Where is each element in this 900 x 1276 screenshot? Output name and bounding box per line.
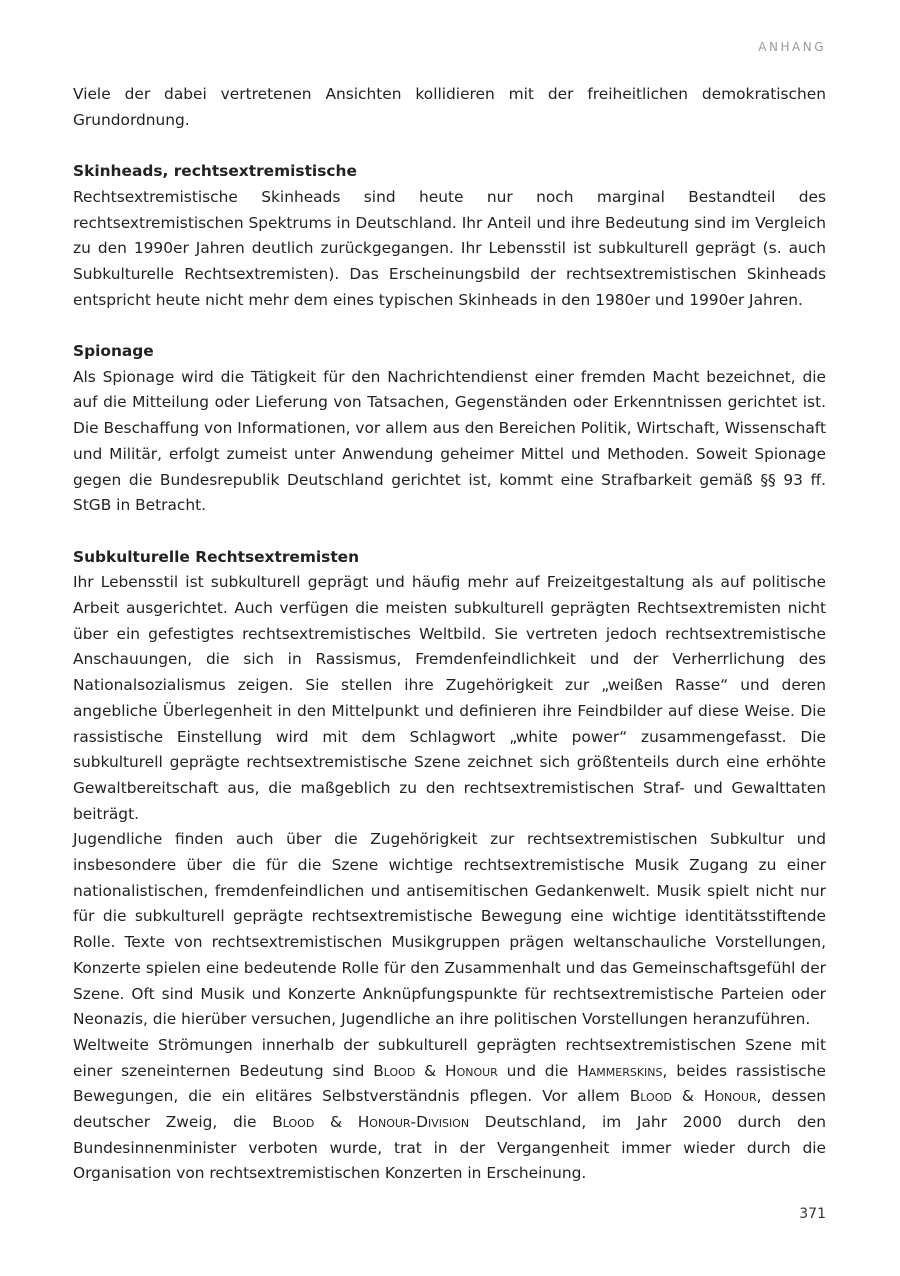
spacer bbox=[73, 519, 826, 545]
entry-paragraph: Als Spionage wird die Tätigkeit für den Nachrichtendienst einer fremden Macht bezeichnet, die auf die Mitteilung oder Lieferung von Tatsachen, Gegenständen oder Erkenntnissen gerichtet ist. Die Beschaffung von Informationen, vor allem aus den Bereichen Politik, Wirtschaft, Wissenschaft und Militär, erfolgt zumeist unter Anwendung geheimer Mittel und Methoden. Soweit Spionage gegen die Bundesrepublik Deutschland gerichtet ist, kommt eine Strafbarkeit gemäß §§ 93 ff. StGB in Betracht. bbox=[73, 367, 826, 515]
entry-heading-skinheads: Skinheads, rechtsextremistische bbox=[73, 162, 357, 181]
page-body bbox=[73, 82, 826, 1187]
spacer bbox=[73, 313, 826, 339]
entry-paragraph: Rechtsextremistische Skinheads sind heute nur noch marginal Bestandteil des rechtsextremistischen Spektrums in Deutschland. Ihr Anteil und ihre Bedeutung sind im Vergleich zu den 1990er Jahren deutlich zurückgegangen. Ihr Lebensstil ist subkulturell geprägt (s. auch Subkulturelle Rechtsextremisten). Das Erscheinungsbild der rechtsextremistischen Skinheads entspricht heute nicht mehr dem eines typischen Skinheads in den 1980er und 1990er Jahren. bbox=[73, 187, 826, 309]
text-run: , dessen deutscher Zweig, die bbox=[73, 1087, 827, 1132]
text-run: Deutschland, im Jahr 2000 durch den Bundesinnenminister verboten wurde, trat in der Vergangenheit immer wieder durch die Organisation von rechtsextremistischen Konzerten in Erscheinung. bbox=[73, 1113, 826, 1183]
entry-heading-subkulturelle: Subkulturelle Rechtsextremisten bbox=[73, 547, 360, 566]
text-run: und die bbox=[497, 1061, 578, 1080]
entry-paragraph: Ihr Lebensstil ist subkulturell geprägt und häufig mehr auf Freizeitgestaltung als auf politische Arbeit ausgerichtet. Auch verfügen die meisten subkulturell geprägten Rechtsextremisten nicht über ein gefestigtes rechtsextremistisches Weltbild. Sie vertreten jedoch rechtsextremistische Anschauungen, die sich in Rassismus, Fremdenfeindlichkeit und der Verherrlichung des Nationalsozialismus zeigen. Sie stellen ihre Zugehörigkeit zur „weißen Rasse“ und deren angebliche Überlegenheit in den Mittelpunkt und definieren ihre Feindbilder auf diese Weise. Die rassistische Einstellung wird mit dem Schlagwort „white power“ zusammengefasst. Die subkulturell geprägte rechtsextremistische Szene zeichnet sich größtenteils durch eine erhöhte Gewaltbereitschaft aus, die maßgeblich zu den rechtsextremistischen Straf- und Gewalttaten beiträgt. bbox=[73, 573, 826, 823]
text-run: , beides rassistische Bewegungen, die ein elitäres Selbstverständnis pflegen. Vor allem bbox=[73, 1061, 826, 1106]
organization-name: Blood & Honour bbox=[373, 1061, 498, 1080]
entry-paragraph-last bbox=[73, 1033, 826, 1187]
intro-paragraph: Viele der dabei vertretenen Ansichten kollidieren mit der freiheitlichen demokratischen Grundordnung. bbox=[73, 85, 826, 129]
entry-paragraph: Jugendliche finden auch über die Zugehörigkeit zur rechtsextremistischen Subkultur und insbesondere über die für die Szene wichtige rechtsextremistische Musik Zugang zu einer nationalistischen, fremdenfeindlichen und antisemitischen Gedankenwelt. Musik spielt nicht nur für die subkulturell geprägte rechtsextremistische Bewegung eine wichtige identitätsstiftende Rolle. Texte von rechtsextremistischen Musikgruppen prägen weltanschauliche Vorstellungen, Konzerte spielen eine bedeutende Rolle für den Zusammenhalt und das Gemeinschaftsgefühl der Szene. Oft sind Musik und Konzerte Anknüpfungspunkte für rechtsextremistische Parteien oder Neonazis, die hierüber versuchen, Jugendliche an ihre politischen Vorstellungen heranzuführen. bbox=[73, 830, 826, 1029]
organization-name: Hammerskins bbox=[577, 1061, 663, 1080]
organization-name: Blood & Honour-Division bbox=[272, 1113, 470, 1132]
entry-heading-spionage: Spionage bbox=[73, 342, 154, 360]
organization-name: Blood & Honour bbox=[629, 1087, 757, 1106]
text-run: Weltweite Strömungen innerhalb der subkulturell geprägten rechtsextremistischen Szene mit einer szeneinternen Bedeutung sind bbox=[73, 1035, 826, 1080]
running-head: ANHANG bbox=[758, 40, 826, 54]
page-number: 371 bbox=[799, 1206, 826, 1222]
spacer bbox=[73, 133, 826, 159]
